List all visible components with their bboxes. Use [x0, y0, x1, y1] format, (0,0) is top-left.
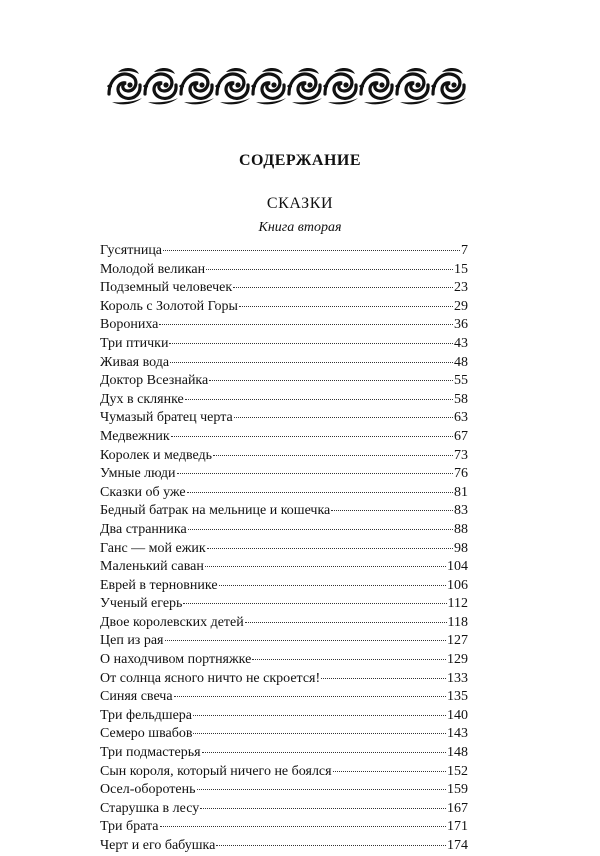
dot-leader — [205, 566, 446, 567]
dot-leader — [159, 324, 453, 325]
toc-entry[interactable] — [100, 298, 468, 317]
toc-entry[interactable] — [100, 465, 468, 484]
toc-entry-title: От солнца ясного ничто не скроется! — [100, 670, 321, 686]
toc-entry-title: Три фельдшера — [100, 707, 192, 723]
toc-entry-page-number: 112 — [447, 596, 468, 612]
toc-entry-title: Ворониха — [100, 317, 159, 333]
toc-entry-title: Подземный человечек — [100, 280, 233, 296]
toc-entry-page-number: 129 — [447, 652, 468, 668]
toc-entry-page-number: 171 — [447, 819, 468, 835]
toc-entry-title: Король с Золотой Горы — [100, 298, 238, 314]
dot-leader — [239, 306, 453, 307]
toc-entry-page-number: 76 — [454, 466, 468, 482]
toc-entry-title: Семеро швабов — [100, 726, 193, 742]
toc-entry[interactable] — [100, 242, 468, 261]
toc-entry-page-number: 88 — [454, 521, 468, 537]
toc-entry-title: Гусятница — [100, 243, 163, 258]
dot-leader — [245, 622, 447, 623]
dot-leader — [219, 585, 446, 586]
toc-entry[interactable] — [100, 837, 468, 856]
toc-entry-page-number: 148 — [447, 745, 468, 761]
dot-leader — [252, 659, 446, 660]
dot-leader — [197, 789, 446, 790]
toc-entry-title: Три брата — [100, 819, 159, 835]
toc-entry-title: Сказки об уже — [100, 484, 186, 500]
toc-entry-title: Ученый егерь — [100, 596, 183, 612]
dot-leader — [170, 362, 453, 363]
toc-entry[interactable] — [100, 316, 468, 335]
book-subheading: Книга вторая — [258, 220, 342, 235]
toc-entry-title: Осел-оборотень — [100, 782, 196, 798]
dot-leader — [193, 733, 446, 734]
dot-leader — [193, 715, 446, 716]
toc-entry-page-number: 63 — [454, 410, 468, 426]
toc-entry-page-number: 55 — [454, 373, 468, 389]
dot-leader — [216, 845, 446, 846]
toc-entry-title: Цеп из рая — [100, 633, 164, 649]
toc-entry-page-number: 98 — [454, 540, 468, 556]
toc-entry-title: Синяя свеча — [100, 689, 173, 705]
toc-entry[interactable] — [100, 670, 468, 689]
toc-entry-page-number: 159 — [447, 782, 468, 798]
toc-entry-page-number: 167 — [447, 800, 468, 816]
toc-entry[interactable] — [100, 558, 468, 577]
dot-leader — [207, 548, 453, 549]
toc-entry-page-number: 58 — [454, 391, 468, 407]
toc-entry-page-number: 83 — [454, 503, 468, 519]
dot-leader — [200, 808, 446, 809]
dot-leader — [333, 771, 446, 772]
dot-leader — [188, 529, 453, 530]
dot-leader — [233, 287, 453, 288]
toc-entry-title: Сын короля, который ничего не боялся — [100, 763, 332, 779]
toc-entry-title: Живая вода — [100, 354, 170, 370]
toc-entry[interactable] — [100, 707, 468, 726]
toc-entry-title: Бедный батрак на мельнице и кошечка — [100, 503, 331, 519]
toc-entry[interactable] — [100, 279, 468, 298]
toc-entry-page-number: 104 — [447, 559, 468, 575]
toc-entry-page-number: 133 — [447, 670, 468, 686]
dot-leader — [183, 603, 446, 604]
floral-ornament-icon — [106, 64, 472, 108]
toc-entry-page-number: 23 — [454, 280, 468, 296]
toc-entry[interactable] — [100, 484, 468, 503]
toc-entry-page-number: 127 — [447, 633, 468, 649]
dot-leader — [174, 696, 446, 697]
toc-entry-title: Три птички — [100, 335, 169, 351]
toc-entry[interactable] — [100, 354, 468, 373]
toc-entry-page-number: 48 — [454, 354, 468, 370]
toc-entry-page-number: 118 — [447, 614, 468, 630]
toc-entry-title: Старушка в лесу — [100, 800, 200, 816]
dot-leader — [163, 250, 460, 251]
dot-leader — [185, 399, 453, 400]
toc-entry[interactable] — [100, 781, 468, 800]
toc-entry-page-number: 135 — [447, 689, 468, 705]
toc-entry[interactable] — [100, 577, 468, 596]
toc-entry-title: Маленький саван — [100, 559, 204, 575]
toc-entry[interactable] — [100, 409, 468, 428]
toc-entry[interactable] — [100, 763, 468, 782]
page-title: СОДЕРЖАНИЕ — [238, 152, 362, 169]
dot-leader — [202, 752, 446, 753]
toc-entry-title: Доктор Всезнайка — [100, 373, 209, 389]
toc-entry[interactable] — [100, 540, 468, 559]
toc-entry[interactable] — [100, 632, 468, 651]
dot-leader — [160, 826, 447, 827]
dot-leader — [206, 269, 453, 270]
toc-entry-page-number: 143 — [447, 726, 468, 742]
dot-leader — [331, 510, 453, 511]
toc-entry-title: Королек и медведь — [100, 447, 213, 463]
toc-entry-page-number: 15 — [454, 261, 468, 277]
toc-entry-title: Еврей в терновнике — [100, 577, 218, 593]
section-heading: СКАЗКИ — [266, 195, 334, 212]
toc-entry[interactable] — [100, 521, 468, 540]
toc-entry-title: Чумазый братец черта — [100, 410, 233, 426]
toc-entry-page-number: 174 — [447, 838, 468, 853]
toc-entry-title: Умные люди — [100, 466, 176, 482]
toc-entry-title: Ганс — мой ежик — [100, 540, 206, 556]
toc-entry-page-number: 73 — [454, 447, 468, 463]
toc-entry-title: Молодой великан — [100, 261, 206, 277]
toc-entry-title: Черт и его бабушка — [100, 838, 216, 853]
toc-entry-page-number: 106 — [447, 577, 468, 593]
toc-entry[interactable] — [100, 725, 468, 744]
table-of-contents — [100, 242, 468, 856]
toc-entry[interactable] — [100, 744, 468, 763]
dot-leader — [209, 380, 453, 381]
dot-leader — [234, 417, 453, 418]
toc-entry[interactable] — [100, 595, 468, 614]
toc-entry-title: Три подмастерья — [100, 745, 201, 761]
toc-entry-page-number: 152 — [447, 763, 468, 779]
toc-entry-page-number: 67 — [454, 428, 468, 444]
toc-entry[interactable] — [100, 688, 468, 707]
toc-entry-title: Дух в склянке — [100, 391, 184, 407]
toc-entry-page-number: 140 — [447, 707, 468, 723]
toc-entry-page-number: 36 — [454, 317, 468, 333]
dot-leader — [169, 343, 453, 344]
dot-leader — [171, 436, 453, 437]
toc-entry[interactable] — [100, 335, 468, 354]
toc-entry-title: Медвежник — [100, 428, 170, 444]
toc-entry-title: Два странника — [100, 521, 187, 537]
dot-leader — [187, 492, 453, 493]
toc-entry[interactable] — [100, 800, 468, 819]
toc-entry[interactable] — [100, 261, 468, 280]
toc-entry-title: Двое королевских детей — [100, 614, 244, 630]
toc-entry-page-number: 81 — [454, 484, 468, 500]
toc-entry-page-number: 43 — [454, 335, 468, 351]
toc-entry[interactable] — [100, 391, 468, 410]
toc-entry[interactable] — [100, 502, 468, 521]
toc-entry-page-number: 7 — [461, 243, 468, 258]
toc-entry[interactable] — [100, 614, 468, 633]
toc-entry[interactable] — [100, 818, 468, 837]
dot-leader — [177, 473, 453, 474]
dot-leader — [321, 678, 446, 679]
toc-entry-page-number: 29 — [454, 298, 468, 314]
toc-entry[interactable] — [100, 651, 468, 670]
toc-entry[interactable] — [100, 428, 468, 447]
toc-entry[interactable] — [100, 372, 468, 391]
dot-leader — [213, 455, 453, 456]
dot-leader — [165, 640, 447, 641]
toc-entry[interactable] — [100, 447, 468, 466]
toc-entry-title: О находчивом портняжке — [100, 652, 252, 668]
